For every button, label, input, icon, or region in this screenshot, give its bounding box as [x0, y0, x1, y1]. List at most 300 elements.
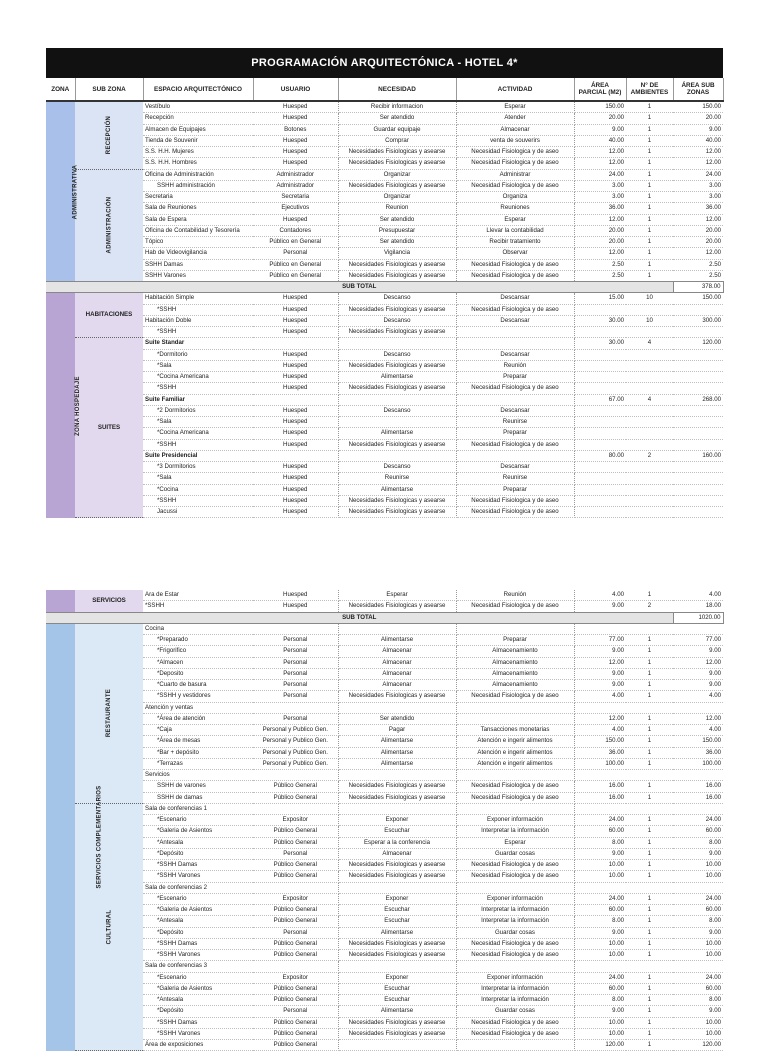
- ambientes-cell: 1: [626, 950, 673, 961]
- ambientes-cell: 1: [626, 158, 673, 169]
- table-row: [46, 417, 723, 428]
- activity-cell: Necesidad Fisiologica y de aseo: [456, 781, 574, 792]
- user-cell: Público en General: [253, 270, 338, 281]
- user-cell: Personal: [253, 248, 338, 259]
- activity-cell: Esperar: [456, 101, 574, 113]
- space-cell: Área de exposiciones: [143, 1040, 253, 1051]
- table-row: [46, 736, 723, 747]
- area-parcial-cell: [574, 882, 626, 893]
- user-cell: Público General: [253, 995, 338, 1006]
- space-cell: Hab de Videovigilancia: [143, 248, 253, 259]
- table-row: [46, 691, 723, 702]
- area-parcial-cell: [574, 428, 626, 439]
- space-cell: Tópico: [143, 237, 253, 248]
- table-row: [46, 758, 723, 769]
- area-parcial-cell: 150.00: [574, 101, 626, 113]
- activity-cell: [456, 803, 574, 814]
- table-row: [46, 225, 723, 236]
- space-cell: SSHH de damas: [143, 792, 253, 803]
- activity-cell: [456, 702, 574, 713]
- area-subzona-cell: [673, 304, 723, 315]
- need-cell: Necesidades Fisiologicas y asearse: [338, 304, 456, 315]
- subzone-label: [75, 169, 143, 282]
- table-row: [46, 383, 723, 394]
- ambientes-cell: [626, 484, 673, 495]
- space-cell: *Antesala: [143, 916, 253, 927]
- need-cell: Alimentarse: [338, 635, 456, 646]
- need-cell: Comprar: [338, 135, 456, 146]
- area-parcial-cell: [574, 702, 626, 713]
- area-subzona-cell: 16.00: [673, 792, 723, 803]
- area-parcial-cell: 10.00: [574, 938, 626, 949]
- user-cell: Administrador: [253, 180, 338, 191]
- subtotal-value: 378.00: [673, 282, 723, 293]
- area-subzona-cell: [673, 882, 723, 893]
- activity-cell: Descansar: [456, 462, 574, 473]
- table-row: [46, 725, 723, 736]
- user-cell: [253, 338, 338, 349]
- space-cell: *Almacen: [143, 657, 253, 668]
- user-cell: Personal: [253, 668, 338, 679]
- space-cell: SSHH Varones: [143, 270, 253, 281]
- area-subzona-cell: 4.00: [673, 590, 723, 601]
- space-cell: *Área de mesas: [143, 736, 253, 747]
- subzone-label-text: ADMINISTRACIÓN: [106, 196, 112, 254]
- area-parcial-cell: [574, 507, 626, 518]
- ambientes-cell: [626, 304, 673, 315]
- user-cell: Expositor: [253, 815, 338, 826]
- table-row: [46, 826, 723, 837]
- area-parcial-cell: 12.00: [574, 248, 626, 259]
- area-parcial-cell: 10.00: [574, 950, 626, 961]
- area-subzona-cell: [673, 770, 723, 781]
- table-row: [46, 248, 723, 259]
- subtotal-label: SUB TOTAL: [46, 612, 673, 623]
- area-parcial-cell: [574, 372, 626, 383]
- activity-cell: venta de souverirs: [456, 135, 574, 146]
- need-cell: Escuchar: [338, 916, 456, 927]
- user-cell: Contadores: [253, 225, 338, 236]
- activity-cell: Exponer información: [456, 972, 574, 983]
- activity-cell: Recibir tratamiento: [456, 237, 574, 248]
- user-cell: Personal: [253, 680, 338, 691]
- user-cell: Personal: [253, 1006, 338, 1017]
- user-cell: Huesped: [253, 349, 338, 360]
- zone-label: [46, 101, 79, 282]
- area-subzona-cell: 24.00: [673, 893, 723, 904]
- subzone-label-text: SUITES: [97, 423, 121, 431]
- ambientes-cell: 1: [626, 668, 673, 679]
- ambientes-cell: [626, 372, 673, 383]
- area-subzona-cell: 12.00: [673, 147, 723, 158]
- activity-cell: Reuniones: [456, 203, 574, 214]
- need-cell: Almacenar: [338, 668, 456, 679]
- user-cell: Público General: [253, 826, 338, 837]
- subzone-label-text: RESTAURANTE: [105, 689, 112, 738]
- need-cell: [338, 338, 456, 349]
- table-row: [46, 192, 723, 203]
- table-row: [46, 860, 723, 871]
- area-subzona-cell: [673, 360, 723, 371]
- space-cell: *Cocina Americana: [143, 372, 253, 383]
- table-row: [46, 484, 723, 495]
- area-parcial-cell: 10.00: [574, 871, 626, 882]
- ambientes-cell: 1: [626, 135, 673, 146]
- user-cell: Público General: [253, 950, 338, 961]
- space-cell: *Dormitorio: [143, 349, 253, 360]
- space-cell: *Cocina Americana: [143, 428, 253, 439]
- user-cell: Expositor: [253, 893, 338, 904]
- ambientes-cell: [626, 462, 673, 473]
- table-row: [46, 927, 723, 938]
- user-cell: Público General: [253, 1028, 338, 1039]
- user-cell: [253, 770, 338, 781]
- user-cell: Huesped: [253, 372, 338, 383]
- user-cell: Público en General: [253, 259, 338, 270]
- ambientes-cell: 1: [626, 248, 673, 259]
- need-cell: Esperar a la conferencia: [338, 837, 456, 848]
- user-cell: Público General: [253, 860, 338, 871]
- need-cell: Escuchar: [338, 983, 456, 994]
- space-cell: Oficina de Contabilidad y Tesorería: [143, 225, 253, 236]
- user-cell: Personal y Publico Gen.: [253, 747, 338, 758]
- activity-cell: Necesidad Fisiologica y de aseo: [456, 871, 574, 882]
- table-row: [46, 394, 723, 405]
- need-cell: Organizar: [338, 169, 456, 180]
- table-row: [46, 1006, 723, 1017]
- subtotal-value: 1020.00: [673, 612, 723, 623]
- table-row: [46, 747, 723, 758]
- space-cell: *Depósito: [143, 927, 253, 938]
- table-row: [46, 237, 723, 248]
- activity-cell: Exponer información: [456, 815, 574, 826]
- activity-cell: Observar: [456, 248, 574, 259]
- area-parcial-cell: [574, 495, 626, 506]
- table-row: [46, 972, 723, 983]
- space-cell: *Sala: [143, 360, 253, 371]
- area-subzona-cell: 40.00: [673, 135, 723, 146]
- space-cell: S.S. H.H. Hombres: [143, 158, 253, 169]
- subzone-label: [75, 623, 143, 803]
- ambientes-cell: 1: [626, 646, 673, 657]
- activity-cell: Interpretar la información: [456, 905, 574, 916]
- subzone-label: [75, 338, 143, 518]
- space-cell: *Sala: [143, 473, 253, 484]
- zone-label: [46, 293, 81, 518]
- space-cell: Servicios: [143, 770, 253, 781]
- ambientes-cell: [626, 961, 673, 972]
- area-subzona-cell: 12.00: [673, 657, 723, 668]
- activity-cell: [456, 623, 574, 634]
- activity-cell: Atención e ingerir alimentos: [456, 736, 574, 747]
- space-cell: Almacen de Equipajes: [143, 124, 253, 135]
- activity-cell: Necesidad Fisiologica y de aseo: [456, 792, 574, 803]
- area-parcial-cell: [574, 383, 626, 394]
- ambientes-cell: [626, 360, 673, 371]
- ambientes-cell: [626, 803, 673, 814]
- area-subzona-cell: 150.00: [673, 736, 723, 747]
- table-row: [46, 124, 723, 135]
- space-cell: *SSHH: [143, 439, 253, 450]
- program-table-1: [46, 48, 724, 518]
- activity-cell: Preparar: [456, 635, 574, 646]
- ambientes-cell: 1: [626, 590, 673, 601]
- activity-cell: Atención e ingerir alimentos: [456, 747, 574, 758]
- header-area-sub-zonas: ÁREA SUB ZONAS: [673, 78, 723, 101]
- table-row: [46, 462, 723, 473]
- space-cell: *Preparado: [143, 635, 253, 646]
- ambientes-cell: [626, 383, 673, 394]
- user-cell: Administrador: [253, 169, 338, 180]
- activity-cell: Guardar cosas: [456, 927, 574, 938]
- space-cell: *Depósito: [143, 1006, 253, 1017]
- area-subzona-cell: 36.00: [673, 747, 723, 758]
- need-cell: Almacenar: [338, 657, 456, 668]
- subzone-label: [75, 590, 143, 612]
- ambientes-cell: [626, 327, 673, 338]
- need-cell: Alimentarse: [338, 372, 456, 383]
- area-subzona-cell: 12.00: [673, 158, 723, 169]
- space-cell: *SSHH: [143, 495, 253, 506]
- activity-cell: Descansar: [456, 349, 574, 360]
- area-subzona-cell: 9.00: [673, 680, 723, 691]
- ambientes-cell: [626, 623, 673, 634]
- area-subzona-cell: 10.00: [673, 950, 723, 961]
- table-title: PROGRAMACIÓN ARQUITECTÓNICA - HOTEL 4*: [46, 48, 723, 78]
- table-row: [46, 101, 723, 113]
- area-parcial-cell: 36.00: [574, 203, 626, 214]
- area-subzona-cell: 18.00: [673, 601, 723, 612]
- area-parcial-cell: 60.00: [574, 905, 626, 916]
- user-cell: Público General: [253, 871, 338, 882]
- ambientes-cell: [626, 349, 673, 360]
- activity-cell: Atención e ingerir alimentos: [456, 758, 574, 769]
- space-cell: Sala de conferencias 1: [143, 803, 253, 814]
- ambientes-cell: 1: [626, 837, 673, 848]
- ambientes-cell: 1: [626, 169, 673, 180]
- table-row: [46, 646, 723, 657]
- area-subzona-cell: [673, 961, 723, 972]
- table-row: [46, 450, 723, 461]
- ambientes-cell: 1: [626, 259, 673, 270]
- subzone-label-text: HABITACIONES: [85, 311, 133, 319]
- space-cell: Habitación Doble: [143, 315, 253, 326]
- area-subzona-cell: 77.00: [673, 635, 723, 646]
- ambientes-cell: 1: [626, 747, 673, 758]
- user-cell: [253, 882, 338, 893]
- need-cell: Necesidades Fisiologicas y asearse: [338, 147, 456, 158]
- need-cell: Descanso: [338, 462, 456, 473]
- activity-cell: Exponer información: [456, 893, 574, 904]
- activity-cell: Reunión: [456, 590, 574, 601]
- area-subzona-cell: 24.00: [673, 815, 723, 826]
- header-ambientes: N° DE AMBIENTES: [626, 78, 673, 101]
- table-row: [46, 147, 723, 158]
- activity-cell: [456, 770, 574, 781]
- ambientes-cell: [626, 507, 673, 518]
- table-row: [46, 338, 723, 349]
- user-cell: Personal: [253, 927, 338, 938]
- space-cell: S.S. H.H. Mujeres: [143, 147, 253, 158]
- area-parcial-cell: 67.00: [574, 394, 626, 405]
- table-row: [46, 950, 723, 961]
- ambientes-cell: 1: [626, 680, 673, 691]
- ambientes-cell: 1: [626, 736, 673, 747]
- activity-cell: Preparar: [456, 484, 574, 495]
- space-cell: *Antesala: [143, 837, 253, 848]
- user-cell: Personal y Publico Gen.: [253, 725, 338, 736]
- area-subzona-cell: [673, 473, 723, 484]
- ambientes-cell: 1: [626, 147, 673, 158]
- user-cell: Huesped: [253, 214, 338, 225]
- ambientes-cell: 4: [626, 394, 673, 405]
- area-parcial-cell: [574, 327, 626, 338]
- zone-label-text: ZONA HOSPEDAJE: [74, 375, 81, 436]
- need-cell: [338, 770, 456, 781]
- area-parcial-cell: 9.00: [574, 646, 626, 657]
- need-cell: [338, 1040, 456, 1051]
- need-cell: Necesidades Fisiologicas y asearse: [338, 158, 456, 169]
- area-parcial-cell: 24.00: [574, 893, 626, 904]
- need-cell: [338, 623, 456, 634]
- space-cell: *SSHH Varones: [143, 950, 253, 961]
- area-parcial-cell: [574, 417, 626, 428]
- space-cell: Suite Presidencial: [143, 450, 253, 461]
- ambientes-cell: 1: [626, 927, 673, 938]
- area-parcial-cell: 4.00: [574, 725, 626, 736]
- ambientes-cell: 1: [626, 192, 673, 203]
- area-subzona-cell: 120.00: [673, 338, 723, 349]
- space-cell: Suite Standar: [143, 338, 253, 349]
- area-subzona-cell: 120.00: [673, 1040, 723, 1051]
- table-row: [46, 893, 723, 904]
- area-parcial-cell: 12.00: [574, 147, 626, 158]
- space-cell: SSHH administración: [143, 180, 253, 191]
- area-parcial-cell: 30.00: [574, 338, 626, 349]
- area-parcial-cell: [574, 770, 626, 781]
- table-row: [46, 590, 723, 601]
- table-row: [46, 657, 723, 668]
- need-cell: Alimentarse: [338, 758, 456, 769]
- table-row: [46, 995, 723, 1006]
- table-row: [46, 1040, 723, 1051]
- ambientes-cell: 1: [626, 792, 673, 803]
- subtotal-label: SUB TOTAL: [46, 282, 673, 293]
- area-parcial-cell: 12.00: [574, 713, 626, 724]
- space-cell: *Escenario: [143, 972, 253, 983]
- table-row: [46, 360, 723, 371]
- need-cell: [338, 450, 456, 461]
- ambientes-cell: [626, 405, 673, 416]
- header-subzona: SUB ZONA: [75, 78, 143, 101]
- subzone-label: [75, 293, 143, 338]
- need-cell: Descanso: [338, 405, 456, 416]
- space-cell: *Terrazas: [143, 758, 253, 769]
- table-row: [46, 815, 723, 826]
- activity-cell: Descansar: [456, 315, 574, 326]
- space-cell: SSHH Damas: [143, 259, 253, 270]
- ambientes-cell: [626, 882, 673, 893]
- area-parcial-cell: 8.00: [574, 916, 626, 927]
- area-subzona-cell: 9.00: [673, 124, 723, 135]
- area-parcial-cell: 16.00: [574, 792, 626, 803]
- ambientes-cell: 1: [626, 848, 673, 859]
- ambientes-cell: [626, 495, 673, 506]
- user-cell: Huesped: [253, 135, 338, 146]
- activity-cell: Tansacciones monetarias: [456, 725, 574, 736]
- user-cell: Público General: [253, 781, 338, 792]
- need-cell: [338, 702, 456, 713]
- ambientes-cell: 2: [626, 450, 673, 461]
- user-cell: Huesped: [253, 315, 338, 326]
- user-cell: Personal: [253, 635, 338, 646]
- area-parcial-cell: 100.00: [574, 758, 626, 769]
- activity-cell: Necesidad Fisiologica y de aseo: [456, 860, 574, 871]
- table-row: [46, 405, 723, 416]
- table-row: [46, 781, 723, 792]
- table-row: [46, 983, 723, 994]
- user-cell: Público General: [253, 938, 338, 949]
- need-cell: Escuchar: [338, 905, 456, 916]
- area-parcial-cell: 40.00: [574, 135, 626, 146]
- area-subzona-cell: 9.00: [673, 1006, 723, 1017]
- user-cell: Público General: [253, 792, 338, 803]
- area-subzona-cell: 9.00: [673, 646, 723, 657]
- area-subzona-cell: 160.00: [673, 450, 723, 461]
- user-cell: Huesped: [253, 590, 338, 601]
- user-cell: Personal: [253, 657, 338, 668]
- table-row: [46, 713, 723, 724]
- ambientes-cell: 1: [626, 691, 673, 702]
- need-cell: Necesidades Fisiologicas y asearse: [338, 792, 456, 803]
- activity-cell: [456, 882, 574, 893]
- area-parcial-cell: 60.00: [574, 983, 626, 994]
- user-cell: Público en General: [253, 237, 338, 248]
- zone-label: [46, 623, 103, 1051]
- activity-cell: Preparar: [456, 428, 574, 439]
- space-cell: *Galeria de Asientos: [143, 826, 253, 837]
- need-cell: Necesidades Fisiologicas y asearse: [338, 938, 456, 949]
- space-cell: *Depósito: [143, 848, 253, 859]
- table-row: [46, 428, 723, 439]
- table-row: [46, 680, 723, 691]
- area-parcial-cell: 12.00: [574, 214, 626, 225]
- ambientes-cell: 1: [626, 1006, 673, 1017]
- area-parcial-cell: 20.00: [574, 113, 626, 124]
- activity-cell: [456, 450, 574, 461]
- space-cell: Sala de Espera: [143, 214, 253, 225]
- need-cell: Necesidades Fisiologicas y asearse: [338, 507, 456, 518]
- table-row: [46, 961, 723, 972]
- need-cell: [338, 417, 456, 428]
- activity-cell: Necesidad Fisiologica y de aseo: [456, 495, 574, 506]
- table-row: [46, 882, 723, 893]
- area-parcial-cell: 3.00: [574, 180, 626, 191]
- area-subzona-cell: 100.00: [673, 758, 723, 769]
- area-subzona-cell: 2.50: [673, 259, 723, 270]
- activity-cell: Interpretar la información: [456, 983, 574, 994]
- need-cell: Vigilancia: [338, 248, 456, 259]
- table-row: [46, 259, 723, 270]
- need-cell: Esperar: [338, 590, 456, 601]
- table-row: [46, 905, 723, 916]
- user-cell: Huesped: [253, 462, 338, 473]
- ambientes-cell: 1: [626, 101, 673, 113]
- need-cell: Necesidades Fisiologicas y asearse: [338, 1028, 456, 1039]
- ambientes-cell: 1: [626, 657, 673, 668]
- need-cell: Necesidades Fisiologicas y asearse: [338, 327, 456, 338]
- activity-cell: Necesidad Fisiologica y de aseo: [456, 270, 574, 281]
